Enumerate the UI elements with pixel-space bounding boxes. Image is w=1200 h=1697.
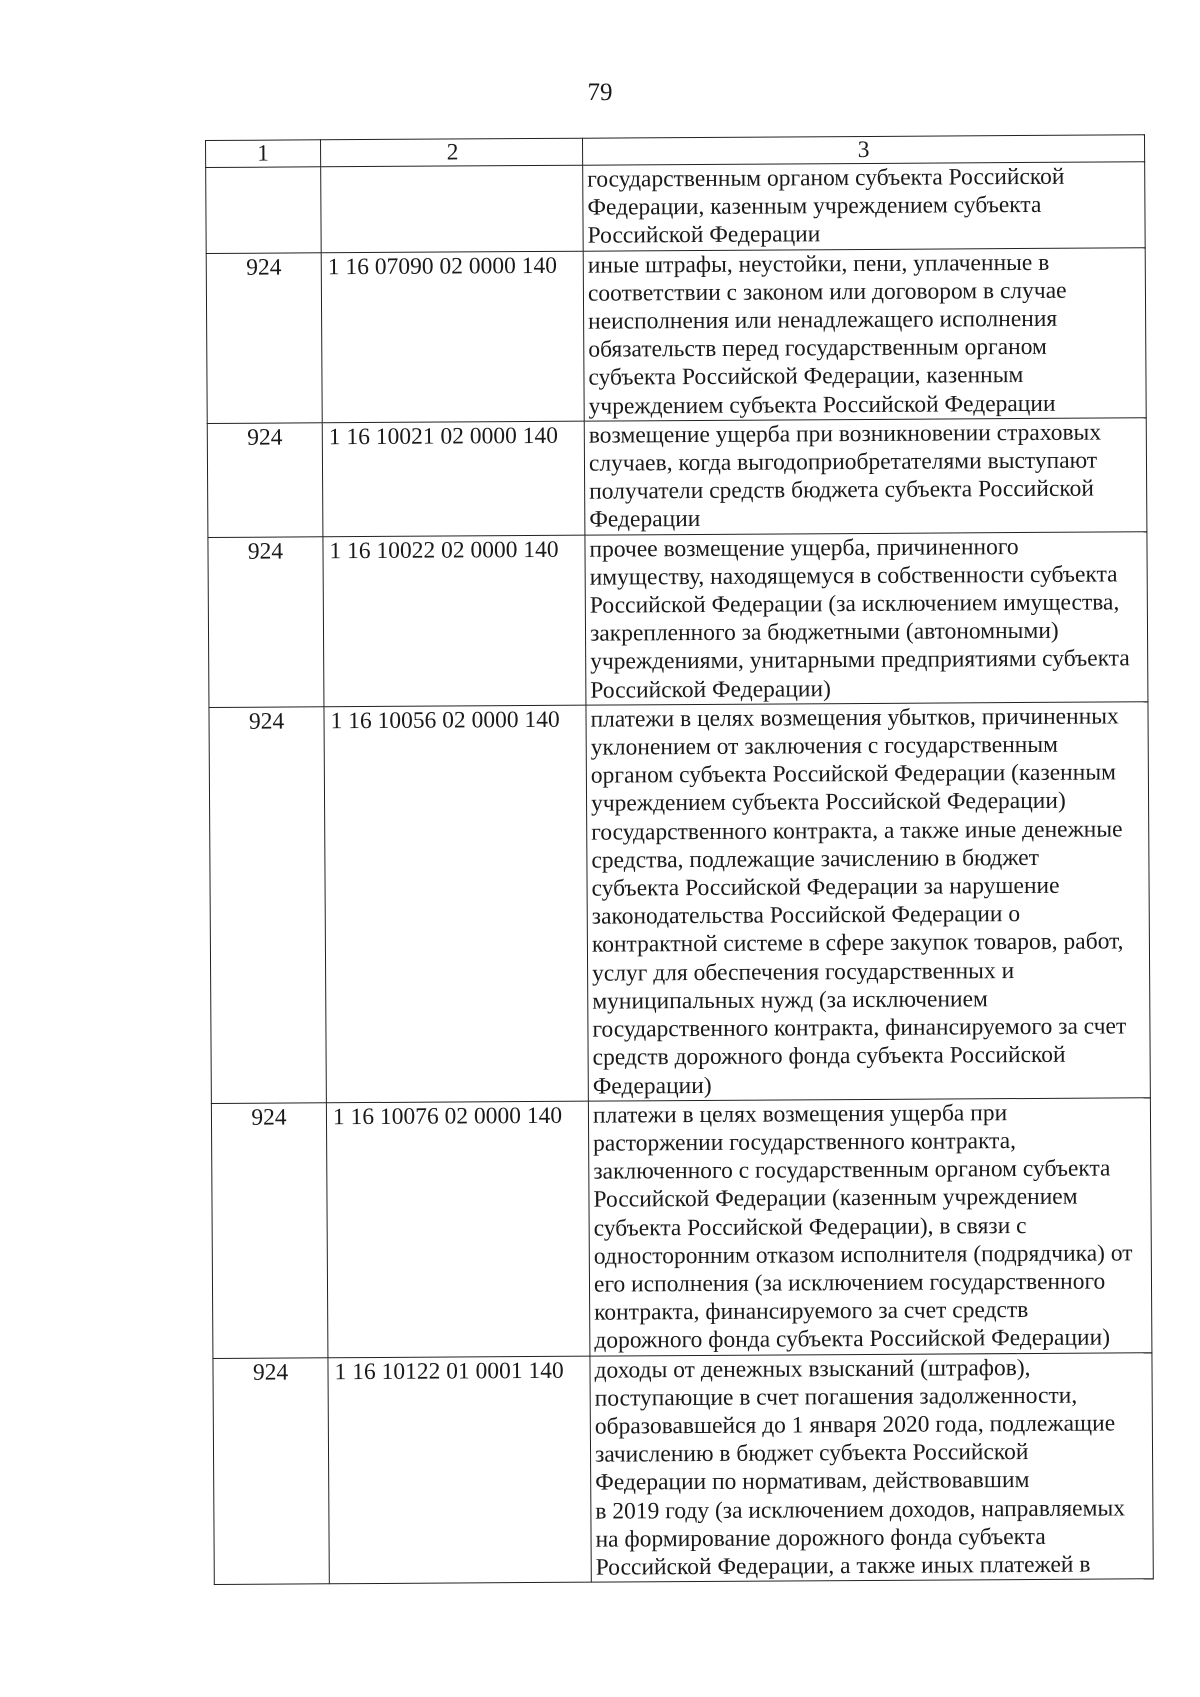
admin-code-cell: 924 — [211, 1102, 328, 1358]
description-cell: прочее возмещение ущерба, причиненного имуществу, находящемуся в собственности субъекта Российской Федерации (за исключением имущества, закрепленного за бюджетными (автономными) учреждениями, унитарными предприятиями субъекта Российской Федерации) — [585, 531, 1148, 705]
description-cell: иные штрафы, неустойки, пени, уплаченные в соответствии с законом или договором в случае неисполнения или ненадлежащего исполнения обязательств перед государственным органом субъекта Российской Федерации, казенным учреждением субъекта Российской Федерации — [583, 247, 1146, 421]
description-cell: государственным органом субъекта Российской Федерации, казенным учреждением субъекта Российской Федерации — [583, 162, 1146, 251]
table-row — [207, 418, 1147, 538]
kbk-code-cell: 1 16 07090 02 0000 140 — [321, 251, 584, 423]
kbk-code-cell: 1 16 10021 02 0000 140 — [322, 421, 585, 536]
description-cell: платежи в целях возмещения убытков, причиненных уклонением от заключения с государственным органом субъекта Российской Федерации (казенным учреждением субъекта Российской Федерации) государственного контракта, а также иные денежные средства, подлежащие зачислению в бюджет субъекта Российской Федерации за нарушение законодательства Российской Федерации о контрактной системе в сфере закупок товаров, работ, услуг для обеспечения государственных и муниципальных нужд (за исключением государственного контракта, финансируемого за счет средств дорожного фонда субъекта Российской Федерации) — [586, 702, 1150, 1101]
admin-code-cell — [206, 167, 322, 253]
description-cell: платежи в целях возмещения ущерба при расторжении государственного контракта, заключенного с государственным органом субъекта Российской Федерации (казенным учреждением субъекта Российской Федерации), в связи с односторонним отказом исполнителя (подрядчика) от его исполнения (за исключением государственного контракта, финансируемого за счет средств дорожного фонда субъекта Российской Федерации) — [588, 1097, 1152, 1355]
table-row — [209, 702, 1150, 1104]
kbk-code-cell — [321, 165, 584, 252]
table-row — [213, 1352, 1153, 1584]
kbk-code-cell: 1 16 10076 02 0000 140 — [326, 1101, 590, 1357]
description-cell: доходы от денежных взысканий (штрафов), поступающие в счет погашения задолженности, образовавшейся до 1 января 2020 года, подлежащие зачислению в бюджет субъекта Российской Федерации по нормативам, действовавшим в 2019 году (за исключением доходов, направляемых на формирование дорожного фонда субъекта Российской Федерации, а также иных платежей в — [590, 1352, 1153, 1582]
admin-code-cell: 924 — [209, 707, 326, 1104]
page-number: 79 — [587, 79, 613, 106]
table-row — [206, 247, 1146, 423]
admin-code-cell: 924 — [208, 536, 324, 707]
table-row — [206, 162, 1146, 253]
admin-code-cell: 924 — [206, 252, 322, 423]
table-row — [211, 1097, 1152, 1358]
description-cell: возмещение ущерба при возникновении страховых случаев, когда выгодоприобретателями выступают получатели средств бюджета субъекта Российской Федерации — [584, 418, 1147, 535]
kbk-code-cell: 1 16 10056 02 0000 140 — [324, 705, 588, 1102]
kbk-code-cell: 1 16 10122 01 0001 140 — [328, 1356, 591, 1584]
admin-code-cell: 924 — [213, 1357, 329, 1584]
revenue-codes-table — [205, 134, 1154, 1585]
admin-code-cell: 924 — [207, 423, 323, 538]
table-row — [208, 531, 1148, 707]
header-col-3: 3 — [582, 135, 1144, 165]
kbk-code-cell: 1 16 10022 02 0000 140 — [323, 535, 586, 707]
header-col-1: 1 — [206, 140, 321, 168]
header-col-2: 2 — [321, 138, 583, 167]
